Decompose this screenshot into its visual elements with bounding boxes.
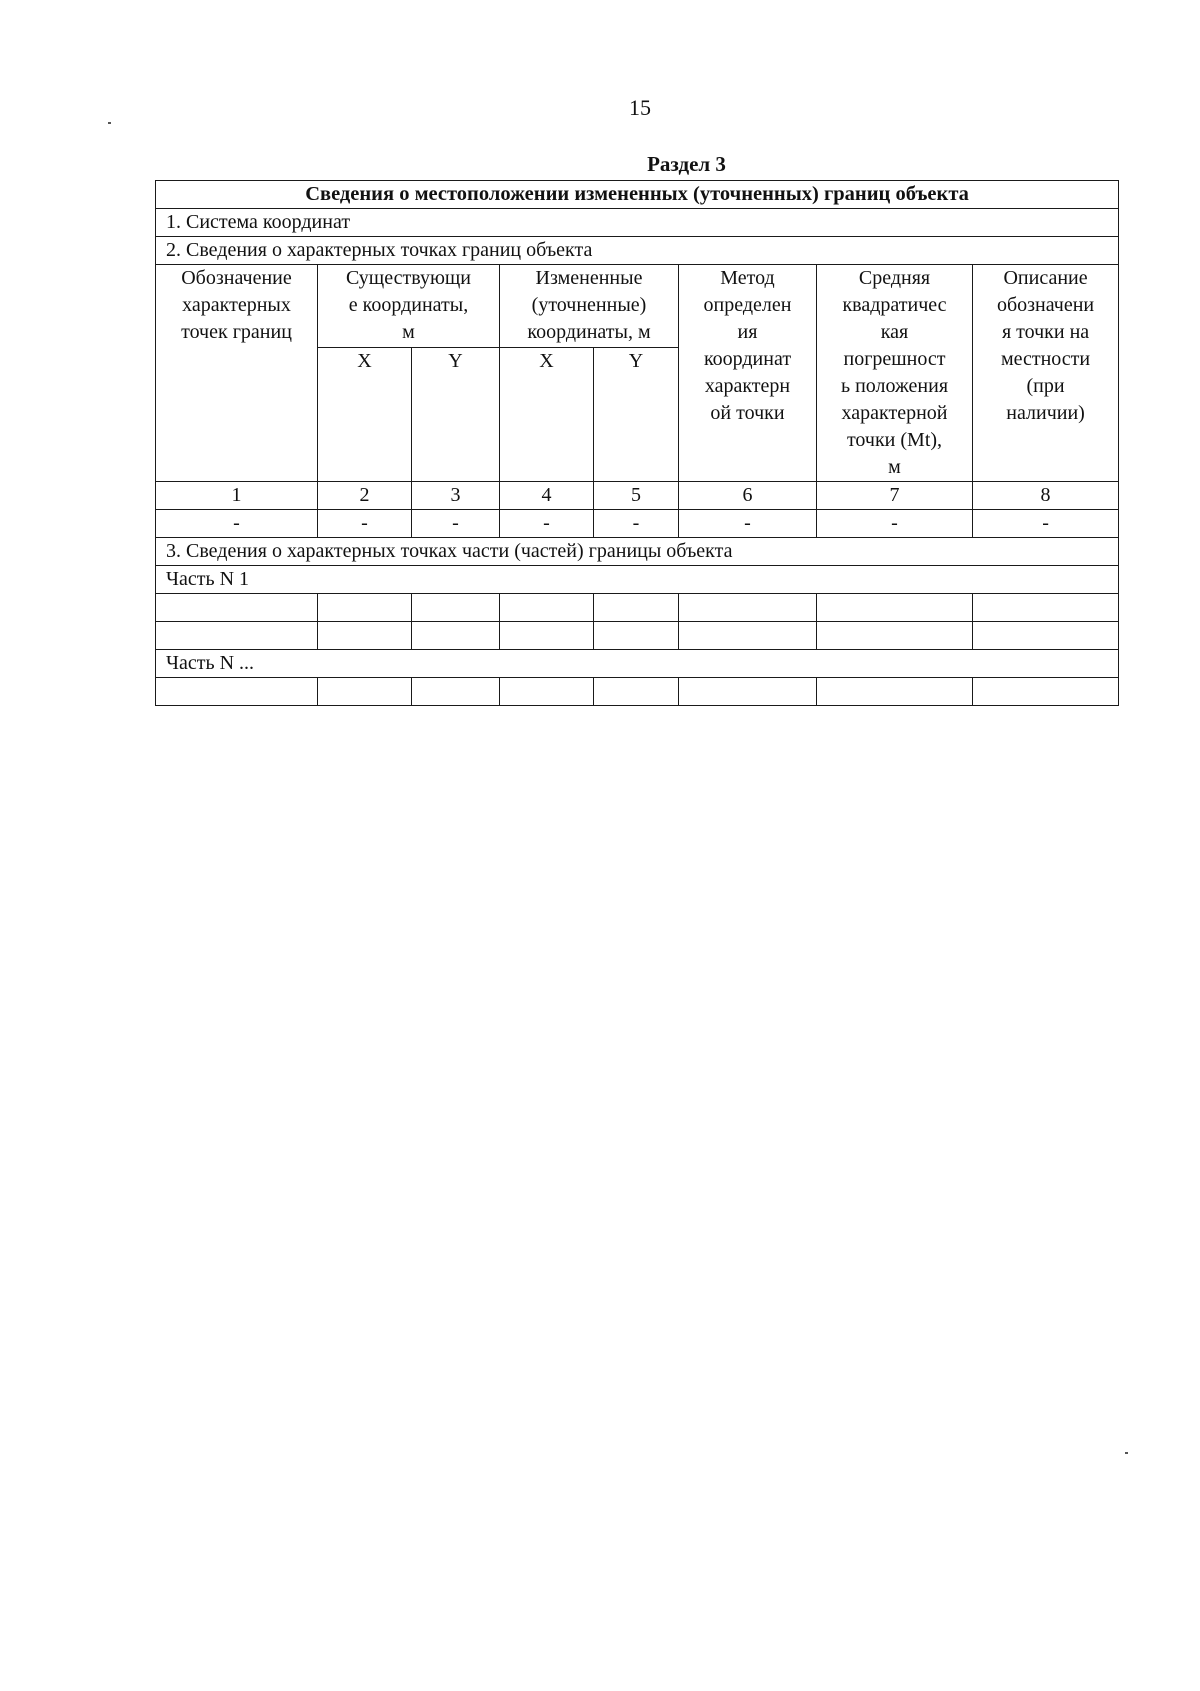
table-row xyxy=(156,594,1119,622)
dash-cell: - xyxy=(412,510,500,538)
column-number: 8 xyxy=(973,482,1119,510)
header-changed-coords: Измененные (уточненные) координаты, м xyxy=(500,265,679,348)
page-number: 15 xyxy=(629,95,651,120)
column-number: 5 xyxy=(594,482,679,510)
empty-cell xyxy=(318,594,412,622)
dash-cell: - xyxy=(679,510,817,538)
dash-cell: - xyxy=(318,510,412,538)
empty-cell xyxy=(318,622,412,650)
header-changed-y: Y xyxy=(594,348,679,482)
table-title-row xyxy=(156,181,1119,209)
column-number: 2 xyxy=(318,482,412,510)
part-1-label: Часть N 1 xyxy=(156,566,1119,594)
points-row xyxy=(156,237,1119,265)
header-row xyxy=(156,265,1119,348)
column-number-row xyxy=(156,482,1119,510)
table-title: Сведения о местоположении измененных (уточненных) границ объекта xyxy=(156,181,1119,209)
points-label: 2. Сведения о характерных точках границ объекта xyxy=(156,237,1119,265)
empty-cell xyxy=(500,678,594,706)
empty-cell xyxy=(973,678,1119,706)
header-method: Метод определен ия координат характерн ой точки xyxy=(679,265,817,482)
dash-cell: - xyxy=(594,510,679,538)
part-n-label: Часть N ... xyxy=(156,650,1119,678)
empty-cell xyxy=(679,622,817,650)
empty-cell xyxy=(412,594,500,622)
scan-speck xyxy=(1125,1452,1128,1454)
boundary-info-table xyxy=(155,180,1119,706)
dash-cell: - xyxy=(817,510,973,538)
header-existing-x: X xyxy=(318,348,412,482)
empty-cell xyxy=(500,594,594,622)
dash-cell: - xyxy=(500,510,594,538)
empty-cell xyxy=(594,594,679,622)
dash-cell: - xyxy=(156,510,318,538)
header-mean-error: Средняя квадратичес кая погрешност ь положения характерной точки (Mt), м xyxy=(817,265,973,482)
column-number: 7 xyxy=(817,482,973,510)
header-description: Описание обозначени я точки на местности (при наличии) xyxy=(973,265,1119,482)
empty-cell xyxy=(412,678,500,706)
column-number: 1 xyxy=(156,482,318,510)
dash-row xyxy=(156,510,1119,538)
empty-cell xyxy=(594,678,679,706)
empty-cell xyxy=(318,678,412,706)
header-designation: Обозначение характерных точек границ xyxy=(156,265,318,482)
header-changed-x: X xyxy=(500,348,594,482)
parts-label: 3. Сведения о характерных точках части (частей) границы объекта xyxy=(156,538,1119,566)
empty-cell xyxy=(817,678,973,706)
empty-cell xyxy=(594,622,679,650)
scan-speck xyxy=(108,122,111,124)
part-1-row xyxy=(156,566,1119,594)
empty-cell xyxy=(679,594,817,622)
empty-cell xyxy=(156,622,318,650)
column-number: 4 xyxy=(500,482,594,510)
parts-row xyxy=(156,538,1119,566)
empty-cell xyxy=(973,594,1119,622)
empty-cell xyxy=(679,678,817,706)
coord-system-label: 1. Система координат xyxy=(156,209,1119,237)
section-title: Раздел 3 xyxy=(647,152,726,176)
empty-cell xyxy=(412,622,500,650)
empty-cell xyxy=(817,594,973,622)
empty-cell xyxy=(156,594,318,622)
empty-cell xyxy=(156,678,318,706)
column-number: 3 xyxy=(412,482,500,510)
empty-cell xyxy=(973,622,1119,650)
empty-cell xyxy=(500,622,594,650)
empty-cell xyxy=(817,622,973,650)
column-number: 6 xyxy=(679,482,817,510)
header-existing-coords: Существующи е координаты, м xyxy=(318,265,500,348)
header-existing-y: Y xyxy=(412,348,500,482)
part-n-row xyxy=(156,650,1119,678)
dash-cell: - xyxy=(973,510,1119,538)
coord-system-row xyxy=(156,209,1119,237)
table-row xyxy=(156,622,1119,650)
table-row xyxy=(156,678,1119,706)
